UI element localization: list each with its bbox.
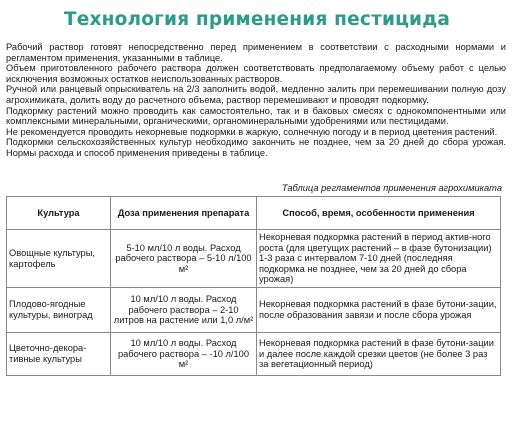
table-row [7, 333, 501, 376]
intro-text [6, 42, 506, 159]
table-row [7, 230, 501, 288]
intro-paragraph-preparation: Рабочий раствор готовят непосредственно перед применением в соответствии с расходными нормами и регламентом применения, указанными в таблице. [6, 42, 506, 63]
header-method: Способ, время, особенности применения [257, 197, 501, 230]
table-caption: Таблица регламентов применения агрохимиката [281, 183, 502, 193]
table-header-row [7, 197, 501, 230]
regulation-table [6, 196, 501, 376]
cell-method: Некорневая подкормка растений в фазе бутони-зации, после образования завязи и после сбора урожая [257, 288, 501, 333]
cell-crop: Овощные культуры, картофель [7, 230, 111, 288]
cell-method: Некорневая подкормка растений в период актив-ного роста (для цветущих растений – в фазе бутонизации) 1-3 раза с интервалом 7-10 дней (последняя подкормка не позднее, чем за 20 дней до сбора урожая) [257, 230, 501, 288]
cell-method: Некорневая подкормка растений в фазе бутони-зации и далее после каждой срезки цветов (не более 3 раз за вегетационный период) [257, 333, 501, 376]
header-crop: Культура [7, 197, 111, 230]
intro-paragraph-tank-mix: Подкормку растений можно проводить как самостоятельно, так и в баковых смесях с однокомпонентными или комплексными минеральными, органическими, органоминеральными удобрениями или пестицидами. [6, 105, 506, 127]
page-title: Технология применения пестицида [63, 9, 451, 30]
cell-dose: 10 мл/10 л воды. Расход рабочего раствора – 2-10 литров на растение или 1,0 л/м² [111, 288, 257, 333]
cell-crop: Цветочно-декора-тивные культуры [7, 333, 111, 376]
intro-paragraph-deadline: Подкормки сельскохозяйственных культур необходимо закончить не позднее, чем за 20 дней до сбора урожая. Нормы расхода и способ применения приведены в таблице. [6, 137, 506, 158]
cell-crop: Плодово-ягодные культуры, виноград [7, 288, 111, 333]
intro-paragraph-volume: Объем приготовленного рабочего раствора должен соответствовать предполагаемому объему работ с целью исключения возможных остатков неиспользованных растворов. [6, 63, 506, 84]
table-row [7, 288, 501, 333]
cell-dose: 10 мл/10 л воды. Расход рабочего раствора – -10 л/100 м² [111, 333, 257, 376]
intro-paragraph-warning: Не рекомендуется проводить некорневые подкормки в жаркую, солнечную погоду и в период цветения растений. [6, 126, 498, 137]
cell-dose: 5-10 мл/10 л воды. Расход рабочего раствора – 5-10 л/100 м² [111, 230, 257, 288]
header-dose: Доза применения препарата [111, 197, 257, 230]
intro-paragraph-sprayer: Ручной или ранцевый опрыскиватель на 2/3 заполнить водой, медленно залить при перемешивании полную дозу агрохимиката, долить воду до расчетного объема, раствор перемешивают и проводят подкормку. [6, 84, 506, 105]
